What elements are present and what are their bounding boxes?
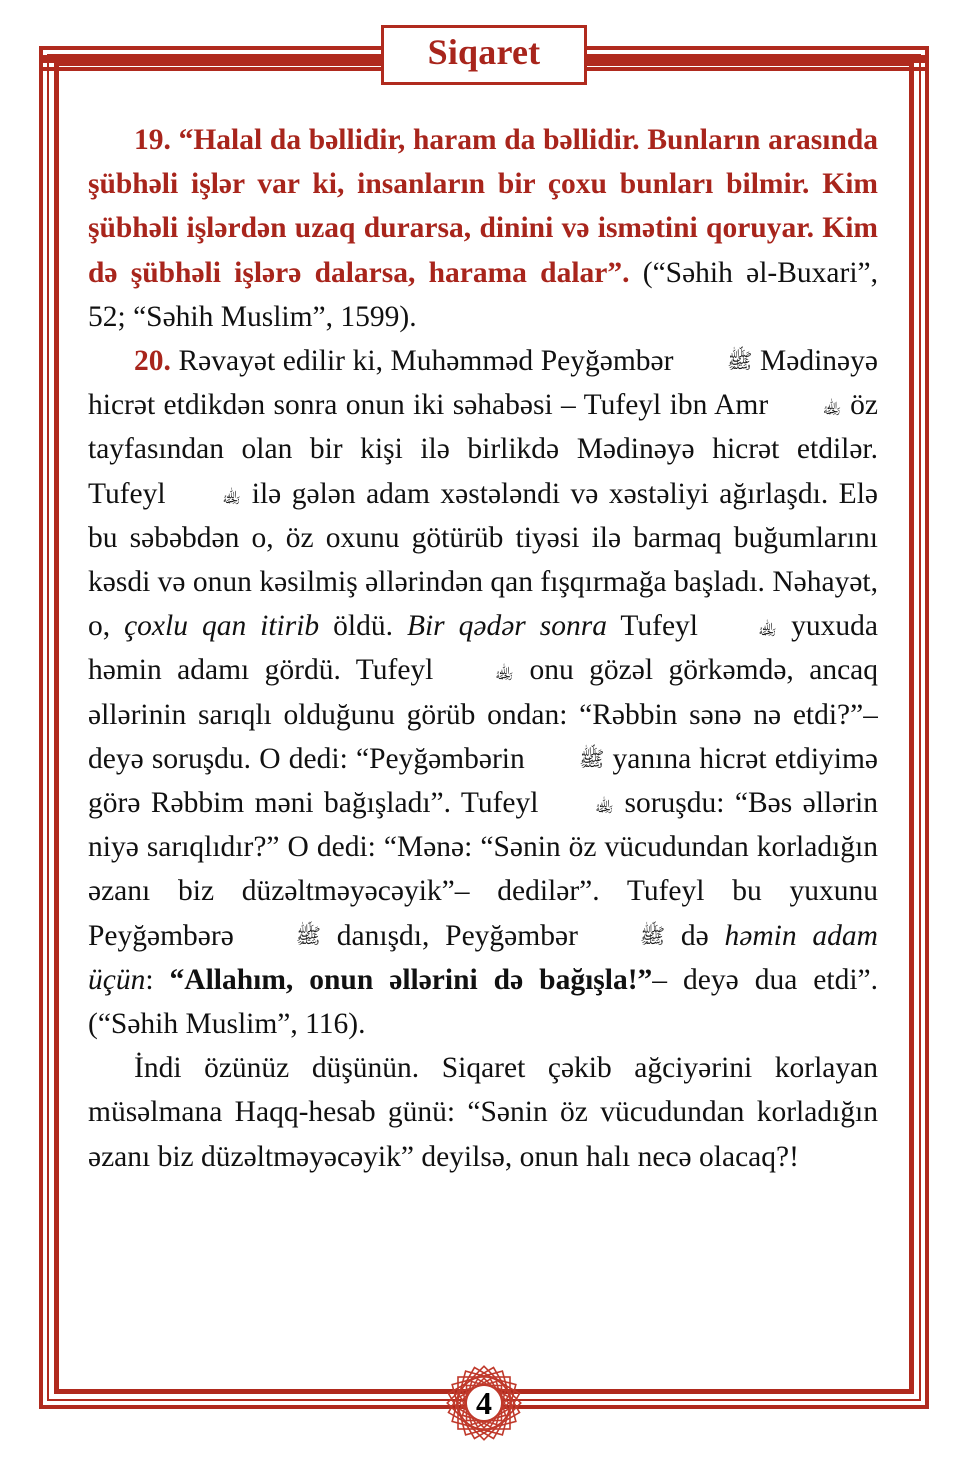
- sallallahu-alayhi-wasallam-icon: ﷺ: [578, 746, 605, 771]
- paragraph-closing: İndi özünüz düşünün. Siqaret çəkib ağciyərini korlayan müsəlmana Haqq-hesab günü: “Sənin öz vücudundan korladığın əzanı biz düzəltməyəcəyik” deyilsə, onun halı necə olacaq?!: [88, 1052, 878, 1173]
- hadith-citation-19: (“Səhih əl-Buxari”, 52; “Səhih Muslim”, 1599).: [88, 256, 878, 333]
- footer-ornament: [429, 1349, 539, 1457]
- radiyallahu-anhu-icon: ﵀: [594, 791, 615, 816]
- p20-segment-1: Rəvayət edilir ki, Muhəmməd Peyğəmbər: [170, 345, 682, 378]
- paragraph-19: [88, 118, 878, 339]
- page-title: Siqaret: [427, 32, 541, 72]
- p20-segment-12: də: [665, 919, 725, 952]
- p20-segment-10: soruşdu: “Bəs əllərin niyə sarıqlıdır?” O dedi: “Mənə: “Sənin öz vücudundan korladığın əzanı biz düzəltməyəcəyik”– dedilər”. Tufeyl bu yuxunu Peyğəmbərə: [88, 787, 878, 952]
- sallallahu-alayhi-wasallam-icon: ﷺ: [639, 923, 666, 948]
- p20-segment-8: onu gözəl görkəmdə, ancaq əllərinin sarıqlı olduğunu görüb ondan: “Rəbbin sənə nə etdi?”– deyə soruşdu. O dedi: “Peyğəmbərin: [88, 654, 878, 775]
- page-content: [88, 118, 878, 1308]
- p20-segment-11: danışdı, Peyğəmbər: [320, 919, 594, 952]
- radiyallahu-anhu-icon: ﵀: [822, 393, 842, 418]
- radiyallahu-anhu-icon: ﵀: [757, 614, 778, 639]
- p20-segment-6: Tufeyl: [606, 610, 712, 643]
- p20-italic-2: Bir qədər sonra: [406, 610, 607, 643]
- sallallahu-alayhi-wasallam-icon: ﷺ: [295, 923, 321, 948]
- p20-segment-14: – deyə dua etdi”. (“Səhih Muslim”, 116).: [88, 963, 878, 1041]
- page-header: [39, 32, 929, 88]
- p20-segment-4: ilə gələn adam xəstələndi və xəstəliyi ağırlaşdı. Elə bu səbəbdən o, öz oxunu götürüb tiyəsi ilə barmaq buğumlarını kəsdi və onun kəsilmiş əllərindən qan fışqırmağa başladı. Nəhayət, o,: [88, 477, 878, 643]
- p20-segment-2: Mədinəyə hicrət etdikdən sonra onun iki səhabəsi – Tufeyl ibn Amr: [88, 345, 878, 422]
- p20-segment-9: yanına hicrət etdiyimə görə Rəbbim məni bağışladı”. Tufeyl: [88, 742, 878, 820]
- p20-italic-3: həmin adam üçün: [88, 919, 878, 996]
- dua-bold-text: “Allahım, onun əllərini də bağışla!”: [169, 963, 653, 996]
- chapter-title-box: [381, 25, 587, 85]
- page-number: 4: [476, 1384, 492, 1421]
- radiyallahu-anhu-icon: ﵀: [494, 658, 515, 683]
- p20-italic-1: çoxlu qan itirib: [124, 610, 320, 643]
- sallallahu-alayhi-wasallam-icon: ﷺ: [727, 349, 753, 374]
- page-footer: [39, 1384, 929, 1421]
- hadith-quote-19: “Halal da bəllidir, haram da bəllidir. Bunların arasında şübhəli işlər var ki, insanların bir çoxu bunları bilmir. Kim şübhəli işlərdən uzaq durarsa, dinini və ismətini qoruyar. Kim də şübhəli işlərə dalarsa, harama dalar”.: [88, 124, 878, 289]
- p20-segment-5: öldü.: [319, 610, 407, 643]
- paragraph-20: [88, 339, 878, 1046]
- p20-segment-13: :: [145, 963, 170, 996]
- paragraph-number-20: 20.: [134, 345, 171, 378]
- p20-segment-3: öz tayfasından olan bir kişi ilə birlikdə Mədinəyə hicrət etdilər. Tufeyl: [88, 389, 878, 510]
- p20-segment-7: yuxuda həmin adamı gördü. Tufeyl: [88, 610, 878, 687]
- paragraph-number-19: 19.: [134, 124, 171, 156]
- radiyallahu-anhu-icon: ﵀: [222, 481, 242, 506]
